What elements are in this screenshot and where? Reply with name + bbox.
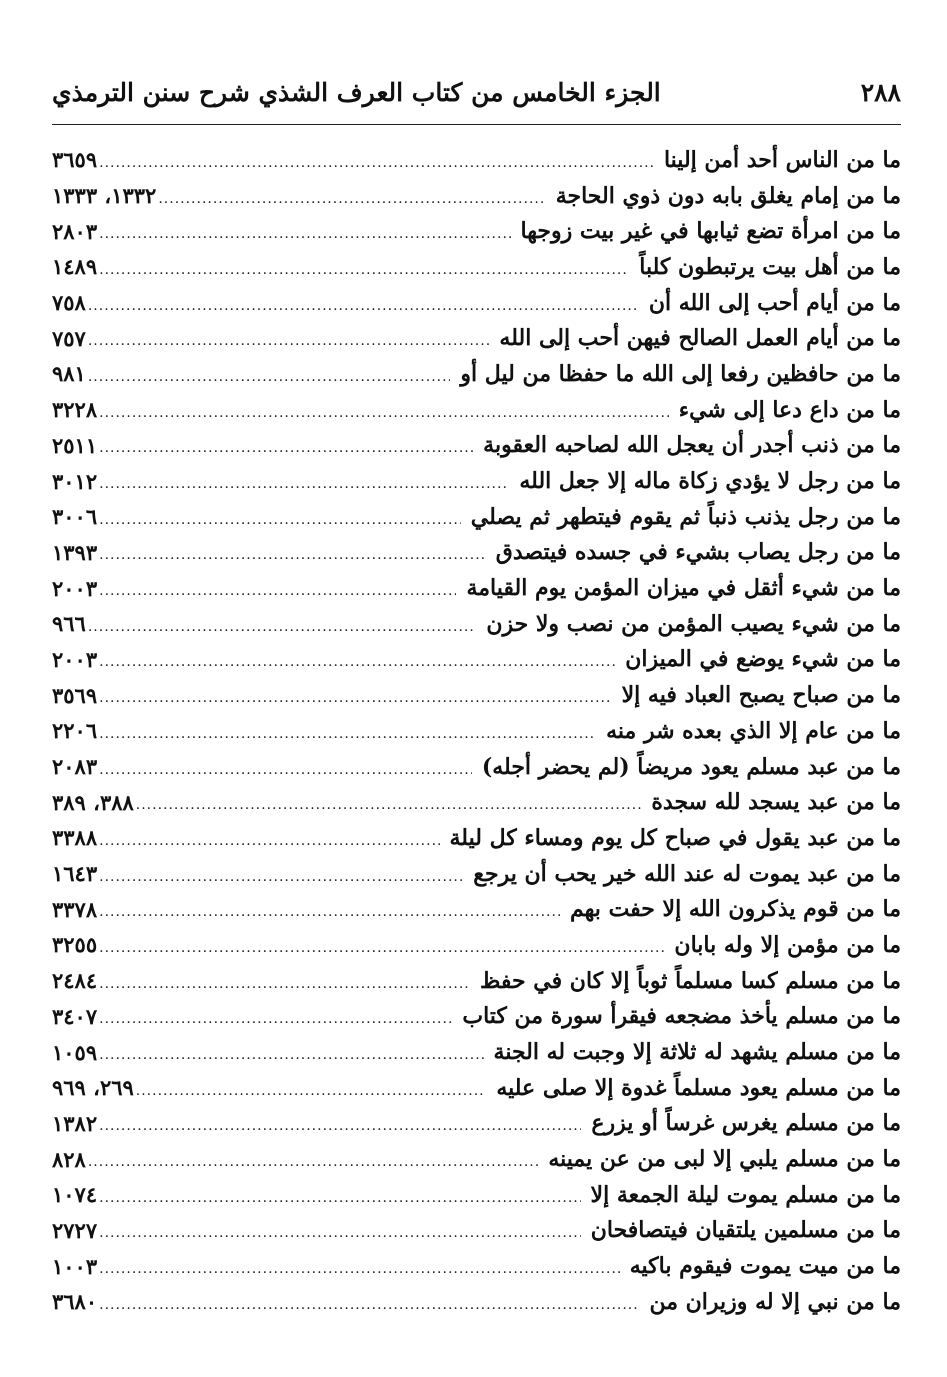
index-entry bbox=[52, 606, 901, 642]
entry-page-numbers: ٣٠٠٦ bbox=[52, 504, 98, 530]
dot-leader bbox=[99, 1256, 620, 1276]
dot-leader bbox=[88, 293, 639, 313]
entry-page-numbers: ٢٠٨٣ bbox=[52, 754, 98, 780]
header-divider bbox=[52, 124, 901, 125]
index-entry bbox=[52, 178, 901, 214]
dot-leader bbox=[99, 757, 472, 777]
index-entry bbox=[52, 1213, 901, 1249]
dot-leader bbox=[136, 792, 642, 812]
entry-text: ما من إمام يغلق بابه دون ذوي الحاجة bbox=[555, 182, 901, 209]
entry-page-numbers: ٣٤٠٧ bbox=[52, 1003, 98, 1029]
entry-text: ما من رجل يصاب بشيء في جسده فيتصدق bbox=[495, 539, 901, 566]
dot-leader bbox=[99, 1042, 483, 1062]
entry-text: ما من رجل لا يؤدي زكاة ماله إلا جعل الله bbox=[519, 468, 901, 495]
entry-page-numbers: ٢٠٠٣ bbox=[52, 575, 98, 601]
entry-page-numbers: ١٣٣٢، ١٣٣٣ bbox=[52, 183, 157, 209]
entry-text: ما من عبد مسلم يعود مريضاً (لم يحضر أجله) bbox=[481, 753, 901, 780]
dot-leader bbox=[99, 1113, 581, 1133]
entry-text: ما من صباح يصبح العباد فيه إلا bbox=[621, 682, 901, 709]
dot-leader bbox=[99, 257, 629, 277]
entry-page-numbers: ٣٥٦٩ bbox=[52, 682, 98, 708]
entry-page-numbers: ٩٦٦ bbox=[52, 611, 86, 637]
entry-page-numbers: ٧٥٨ bbox=[52, 290, 86, 316]
index-entry bbox=[52, 1248, 901, 1284]
entry-text: ما من مؤمن إلا وله بابان bbox=[674, 931, 901, 958]
dot-leader bbox=[88, 328, 490, 348]
index-entry bbox=[52, 249, 901, 285]
entry-text: ما من مسلم يشهد له ثلاثة إلا وجبت له الجنة bbox=[493, 1039, 901, 1066]
entry-text: ما من شيء يصيب المؤمن من نصب ولا حزن bbox=[486, 610, 901, 637]
dot-leader bbox=[99, 864, 463, 884]
entry-text: ما من عبد يموت له عند الله خير يحب أن يرجع bbox=[473, 860, 901, 887]
dot-leader bbox=[99, 400, 669, 420]
index-entry bbox=[52, 1106, 901, 1142]
entry-text: ما من نبي إلا له وزيران من bbox=[649, 1288, 901, 1315]
index-entry bbox=[52, 320, 901, 356]
dot-leader bbox=[158, 186, 545, 206]
index-entry bbox=[52, 285, 901, 321]
index-entry bbox=[52, 1141, 901, 1177]
entry-text: ما من ذنب أجدر أن يعجل الله لصاحبه العقوبة bbox=[483, 432, 901, 459]
entry-page-numbers: ٢٤٨٤ bbox=[52, 968, 98, 994]
dot-leader bbox=[99, 150, 654, 170]
entry-page-numbers: ٩٨١ bbox=[52, 361, 86, 387]
dot-leader bbox=[99, 685, 611, 705]
index-entry bbox=[52, 392, 901, 428]
entry-text: ما من عبد يسجد لله سجدة bbox=[651, 789, 901, 816]
index-entry bbox=[52, 570, 901, 606]
entry-text: ما من أهل بيت يرتبطون كلباً bbox=[639, 253, 901, 280]
dot-leader bbox=[99, 471, 509, 491]
entry-page-numbers: ٣٦٥٩ bbox=[52, 147, 98, 173]
entry-text: ما من مسلم يلبي إلا لبى من عن يمينه bbox=[548, 1146, 901, 1173]
entry-page-numbers: ٣٣٧٨ bbox=[52, 896, 98, 922]
dot-leader bbox=[99, 971, 470, 991]
entry-text: ما من رجل يذنب ذنباً ثم يقوم فيتطهر ثم يصلي bbox=[470, 503, 901, 530]
index-entry bbox=[52, 535, 901, 571]
entry-page-numbers: ١٣٩٣ bbox=[52, 539, 98, 565]
entry-page-numbers: ٣٦٨٠ bbox=[52, 1289, 98, 1315]
index-entry bbox=[52, 428, 901, 464]
entry-text: ما من مسلم يموت ليلة الجمعة إلا bbox=[590, 1181, 901, 1208]
index-entry bbox=[52, 642, 901, 678]
entry-page-numbers: ٧٥٧ bbox=[52, 325, 86, 351]
entry-text: ما من مسلم يعود مسلماً غدوة إلا صلى عليه bbox=[496, 1074, 901, 1101]
dot-leader bbox=[99, 1292, 639, 1312]
entry-page-numbers: ٣٢٥٥ bbox=[52, 932, 98, 958]
entry-page-numbers: ١٠٧٤ bbox=[52, 1182, 98, 1208]
dot-leader bbox=[99, 899, 560, 919]
index-entry-list bbox=[52, 142, 901, 1320]
index-entry bbox=[52, 713, 901, 749]
index-entry bbox=[52, 213, 901, 249]
dot-leader bbox=[99, 507, 461, 527]
page-header bbox=[52, 78, 901, 122]
index-entry bbox=[52, 463, 901, 499]
dot-leader bbox=[99, 221, 510, 241]
index-entry bbox=[52, 677, 901, 713]
entry-text: ما من عام إلا الذي بعده شر منه bbox=[606, 717, 901, 744]
entry-page-numbers: ٢٦٩، ٩٦٩ bbox=[52, 1075, 134, 1101]
entry-page-numbers: ١٤٨٩ bbox=[52, 254, 98, 280]
entry-text: ما من أيام أحب إلى الله أن bbox=[648, 289, 901, 316]
entry-page-numbers: ٣٠١٢ bbox=[52, 468, 98, 494]
dot-leader bbox=[88, 364, 451, 384]
dot-leader bbox=[99, 721, 596, 741]
entry-page-numbers: ٨٢٨ bbox=[52, 1146, 86, 1172]
index-entry bbox=[52, 856, 901, 892]
book-title: الجزء الخامس من كتاب العرف الشذي شرح سنن الترمذي bbox=[52, 78, 661, 107]
entry-page-numbers: ١٦٤٣ bbox=[52, 861, 98, 887]
entry-text: ما من شيء يوضع في الميزان bbox=[625, 646, 901, 673]
entry-text: ما من ميت يموت فيقوم باكيه bbox=[629, 1253, 901, 1280]
index-entry bbox=[52, 999, 901, 1035]
entry-page-numbers: ٢٧٢٧ bbox=[52, 1217, 98, 1243]
index-entry bbox=[52, 820, 901, 856]
dot-leader bbox=[99, 1006, 452, 1026]
index-entry bbox=[52, 356, 901, 392]
dot-leader bbox=[88, 614, 476, 634]
dot-leader bbox=[99, 1220, 581, 1240]
index-entry bbox=[52, 1034, 901, 1070]
entry-text: ما من أيام العمل الصالح فيهن أحب إلى الله bbox=[499, 325, 901, 352]
dot-leader bbox=[99, 435, 473, 455]
entry-text: ما من مسلم يغرس غرساً أو يزرع bbox=[591, 1110, 901, 1137]
entry-text: ما من مسلم كسا مسلماً ثوباً إلا كان في حفظ bbox=[480, 967, 901, 994]
entry-text: ما من شيء أثقل في ميزان المؤمن يوم القيامة bbox=[466, 575, 901, 602]
entry-page-numbers: ١٠٠٣ bbox=[52, 1253, 98, 1279]
index-entry bbox=[52, 1177, 901, 1213]
dot-leader bbox=[99, 542, 486, 562]
entry-text: ما من الناس أحد أمن إلينا bbox=[663, 146, 901, 173]
dot-leader bbox=[99, 935, 664, 955]
dot-leader bbox=[88, 1149, 538, 1169]
index-entry bbox=[52, 784, 901, 820]
entry-text: ما من عبد يقول في صباح كل يوم ومساء كل ليلة bbox=[449, 824, 901, 851]
dot-leader bbox=[99, 828, 439, 848]
entry-text: ما من امرأة تضع ثيابها في غير بيت زوجها bbox=[520, 218, 901, 245]
entry-page-numbers: ١٣٨٢ bbox=[52, 1110, 98, 1136]
index-entry bbox=[52, 749, 901, 785]
entry-page-numbers: ٢٠٠٣ bbox=[52, 646, 98, 672]
entry-page-numbers: ٢٥١١ bbox=[52, 432, 98, 458]
dot-leader bbox=[99, 649, 615, 669]
entry-text: ما من مسلمين يلتقيان فيتصافحان bbox=[590, 1217, 901, 1244]
entry-page-numbers: ٢٨٠٣ bbox=[52, 218, 98, 244]
entry-page-numbers: ٢٢٠٦ bbox=[52, 718, 98, 744]
index-entry bbox=[52, 1284, 901, 1320]
entry-page-numbers: ٣٢٢٨ bbox=[52, 397, 98, 423]
entry-page-numbers: ٣٣٨٨ bbox=[52, 825, 98, 851]
entry-text: ما من حافظين رفعا إلى الله ما حفظا من ليل أو bbox=[460, 360, 901, 387]
entry-text: ما من داع دعا إلى شيء bbox=[678, 396, 901, 423]
page-number: ٢٨٨ bbox=[860, 78, 901, 107]
dot-leader bbox=[136, 1078, 487, 1098]
index-entry bbox=[52, 891, 901, 927]
entry-page-numbers: ٣٨٨، ٣٨٩ bbox=[52, 789, 134, 815]
entry-text: ما من مسلم يأخذ مضجعه فيقرأ سورة من كتاب bbox=[462, 1003, 901, 1030]
entry-page-numbers: ١٠٥٩ bbox=[52, 1039, 98, 1065]
dot-leader bbox=[99, 1185, 580, 1205]
entry-text: ما من قوم يذكرون الله إلا حفت بهم bbox=[570, 896, 901, 923]
index-entry bbox=[52, 963, 901, 999]
index-entry bbox=[52, 499, 901, 535]
dot-leader bbox=[99, 578, 456, 598]
index-entry bbox=[52, 1070, 901, 1106]
index-entry bbox=[52, 142, 901, 178]
index-entry bbox=[52, 927, 901, 963]
